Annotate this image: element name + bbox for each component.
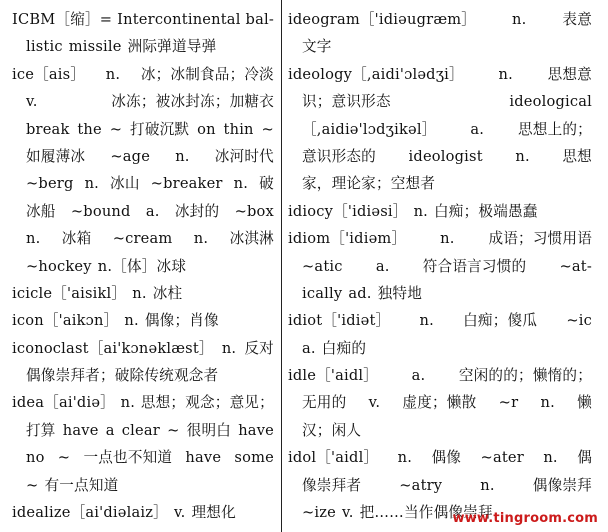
dictionary-line: icicle［'aisikl］ n. 冰柱: [12, 284, 183, 302]
dictionary-line: ~berg n. 冰山 ~breaker n. 破: [26, 175, 274, 193]
left-column: [12, 6, 274, 526]
column-divider: [281, 0, 282, 532]
dictionary-line: 汉；闲人: [302, 421, 362, 439]
dictionary-line: 意识形态的 ideologist n. 思想: [302, 147, 592, 165]
dictionary-line: ~ize v. 把……当作偶像崇拜: [302, 504, 493, 522]
dictionary-line: v. 冰冻；被冰封冻；加糖衣: [26, 93, 274, 111]
dictionary-line: idealize［ai'diəlaiz］ v. 理想化: [12, 504, 236, 522]
dictionary-line: ically ad. 独特地: [302, 284, 423, 302]
dictionary-line: 识；意识形态 ideological: [302, 93, 592, 111]
dictionary-line: n. 冰箱 ~cream n. 冰淇淋: [26, 230, 274, 248]
dictionary-line: idiocy［'idiəsi］ n. 白痴；极端愚蠢: [288, 202, 538, 220]
dictionary-line: 无用的 v. 虚度；懒散 ~r n. 懒: [302, 394, 592, 412]
dictionary-line: idol［'aidl］ n. 偶像 ~ater n. 偶: [288, 449, 592, 467]
dictionary-line: ideogram［'idiəugræm］ n. 表意: [288, 11, 592, 28]
dictionary-line: 冰船 ~bound a. 冰封的 ~box: [26, 202, 274, 220]
right-column: [288, 6, 592, 526]
dictionary-line: icon［'aikɔn］ n. 偶像；肖像: [12, 312, 219, 330]
dictionary-line: idiot［'idiət］ n. 白痴；傻瓜 ~ic: [288, 312, 592, 330]
dictionary-line: ~ 有一点知道: [26, 476, 119, 494]
dictionary-line: a. 白痴的: [302, 339, 367, 357]
dictionary-line: idle［'aidl］ a. 空闲的的；懒惰的；: [288, 367, 592, 385]
dictionary-line: 偶像崇拜者；破除传统观念者: [26, 367, 219, 385]
dictionary-line: 家，理论家；空想者: [302, 175, 436, 193]
watermark: www.tingroom.com: [452, 511, 598, 526]
dictionary-line: ［,aidiə'lɔdʒikəl］ a. 思想上的；: [302, 120, 592, 138]
dictionary-line: idea［ai'diə］ n. 思想；观念；意见；: [12, 394, 274, 412]
dictionary-line: 如履薄冰 ~age n. 冰河时代: [26, 147, 274, 165]
dictionary-line: 打算 have a clear ~ 很明白 have: [26, 421, 274, 439]
dictionary-line: ice［ais］ n. 冰；冰制食品；冷淡: [12, 65, 274, 83]
dictionary-line: 像崇拜者 ~atry n. 偶像崇拜: [302, 476, 592, 494]
dictionary-line: ~atic a. 符合语言习惯的 ~at-: [302, 257, 592, 275]
dictionary-line: ~hockey n.［体］冰球: [26, 257, 187, 275]
dictionary-line: break the ~ 打破沉默 on thin ~: [26, 120, 274, 138]
dictionary-line: listic missile 洲际弹道导弹: [26, 38, 217, 56]
dictionary-line: iconoclast［ai'kɔnəklæst］ n. 反对: [12, 339, 274, 357]
dictionary-line: idiom［'idiəm］ n. 成语；习惯用语: [288, 230, 592, 248]
dictionary-line: ICBM［缩］= Intercontinental bal-: [12, 11, 274, 28]
dictionary-line: ideology［,aidi'ɔlədʒi］ n. 思想意: [288, 65, 592, 83]
dictionary-line: 文字: [302, 38, 332, 56]
dictionary-line: no ~ 一点也不知道 have some: [26, 449, 274, 467]
